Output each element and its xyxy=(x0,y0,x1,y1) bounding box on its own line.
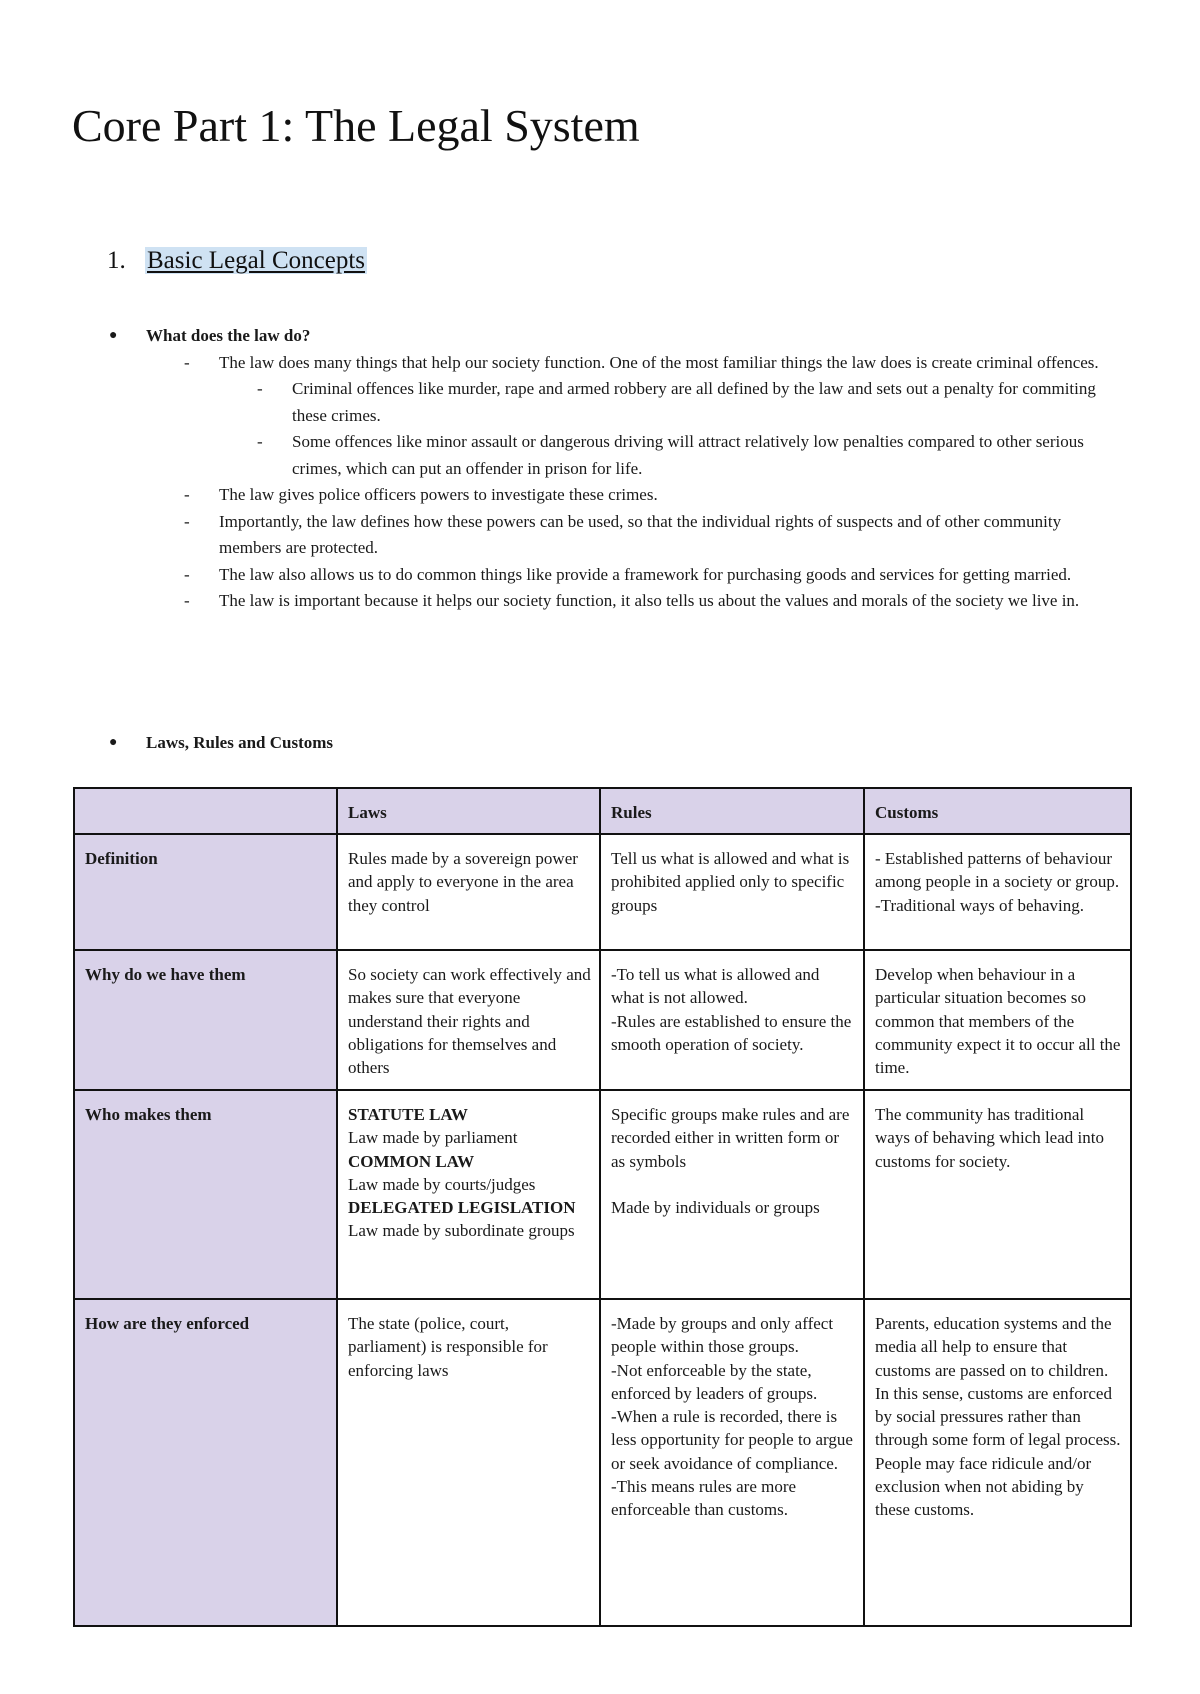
table-header-laws: Laws xyxy=(337,788,600,834)
cell-how-rules-line: -This means rules are more enforceable than customs. xyxy=(611,1477,797,1520)
cell-how-customs: Parents, education systems and the media all help to ensure that customs are passed on to children. In this sense, customs are enforced by social pressures rather than through some form of legal process. People may face ridicule and/or exclusion when not abiding by these customs. xyxy=(864,1299,1131,1626)
list-subitem-text: Criminal offences like murder, rape and armed robbery are all defined by the law and sets out a penalty for commiting these crimes. xyxy=(292,379,1096,425)
bullet-icon: ● xyxy=(109,328,118,343)
cell-definition-customs: - Established patterns of behaviour among people in a society or group. -Traditional ways of behaving. xyxy=(864,834,1131,950)
cell-how-rules-line: -Made by groups and only affect people within those groups. xyxy=(611,1314,834,1357)
section-title: Basic Legal Concepts xyxy=(147,247,365,274)
cell-definition-laws: Rules made by a sovereign power and apply to everyone in the area they control xyxy=(337,834,600,950)
table-row-why xyxy=(74,950,1131,1090)
comparison-table xyxy=(73,787,1132,1627)
list-item-text: Importantly, the law defines how these powers can be used, so that the individual rights of suspects and of other community members are protected. xyxy=(219,511,1062,557)
cell-how-laws: The state (police, court, parliament) is responsible for enforcing laws xyxy=(337,1299,600,1626)
dash-icon: - xyxy=(184,591,190,610)
cell-why-rules xyxy=(600,950,864,1090)
bullet-heading-text: What does the law do? xyxy=(146,326,311,345)
list-subitem xyxy=(107,376,1127,429)
cell-who-rules-line: Made by individuals or groups xyxy=(611,1197,820,1217)
dash-icon: - xyxy=(257,379,263,398)
row-label-how: How are they enforced xyxy=(74,1299,337,1626)
cell-why-laws: So society can work effectively and makes sure that everyone understand their rights and obligations for themselves and others xyxy=(337,950,600,1090)
list-item-text: The law does many things that help our society function. One of the most familiar things the law does is create criminal offences. xyxy=(219,352,1099,372)
dash-icon: - xyxy=(257,432,263,451)
table-header-rules: Rules xyxy=(600,788,864,834)
list-item-text: The law is important because it helps our society function, it also tells us about the values and morals of the society we live in. xyxy=(219,591,1080,610)
statute-law-title: STATUTE LAW xyxy=(348,1105,468,1124)
table-row-how xyxy=(74,1299,1131,1626)
cell-why-rules-line: -Rules are established to ensure the smooth operation of society. xyxy=(611,1011,852,1054)
paragraph-gap xyxy=(611,1173,855,1196)
dash-icon: - xyxy=(184,511,190,531)
list-item xyxy=(107,350,1127,377)
delegated-legislation-title: DELEGATED LEGISLATION xyxy=(348,1198,576,1218)
table-row-definition xyxy=(74,834,1131,950)
statute-law-text: Law made by parliament xyxy=(348,1128,518,1148)
cell-who-customs: The community has traditional ways of behaving which lead into customs for society. xyxy=(864,1090,1131,1299)
bullet-list-laws-rules-customs xyxy=(107,730,1127,757)
section-number: 1. xyxy=(107,247,126,274)
list-item xyxy=(107,562,1127,589)
list-item xyxy=(107,588,1127,615)
cell-how-rules-line: -Not enforceable by the state, enforced by leaders of groups. xyxy=(611,1360,818,1403)
list-item xyxy=(107,509,1127,562)
cell-who-laws xyxy=(337,1090,600,1299)
list-item-text: The law gives police officers powers to investigate these crimes. xyxy=(219,485,658,504)
dash-icon: - xyxy=(184,564,190,584)
bullet-list-what-law-does xyxy=(107,323,1127,615)
bullet-heading-what-law-does xyxy=(107,323,1127,350)
row-label-definition: Definition xyxy=(74,834,337,950)
cell-who-rules xyxy=(600,1090,864,1299)
list-item-text: The law also allows us to do common things like provide a framework for purchasing goods and services for getting married. xyxy=(219,564,1072,584)
cell-how-rules-line: -When a rule is recorded, there is less opportunity for people to argue or seek avoidance of compliance. xyxy=(611,1407,853,1473)
bullet-heading-laws-rules-customs xyxy=(107,730,1127,757)
table-header-empty xyxy=(74,788,337,834)
bullet-icon: ● xyxy=(109,735,118,750)
dash-icon: - xyxy=(184,352,190,372)
cell-definition-rules: Tell us what is allowed and what is prohibited applied only to specific groups xyxy=(600,834,864,950)
cell-why-customs: Develop when behaviour in a particular situation becomes so common that members of the community expect it to occur all the time. xyxy=(864,950,1131,1090)
delegated-legislation-text: Law made by subordinate groups xyxy=(348,1221,575,1241)
list-subitem-text: Some offences like minor assault or dangerous driving will attract relatively low penalties compared to other serious crimes, which can put an offender in prison for life. xyxy=(292,432,1084,478)
section-heading xyxy=(107,246,367,276)
row-label-who: Who makes them xyxy=(74,1090,337,1299)
bullet-heading-text: Laws, Rules and Customs xyxy=(146,733,334,752)
common-law-title: COMMON LAW xyxy=(348,1151,475,1171)
list-subitem xyxy=(107,429,1127,482)
table-header-customs: Customs xyxy=(864,788,1131,834)
cell-how-rules xyxy=(600,1299,864,1626)
document-title: Core Part 1: The Legal System xyxy=(72,100,640,151)
cell-why-rules-line: -To tell us what is allowed and what is not allowed. xyxy=(611,965,820,1008)
cell-who-rules-line: Specific groups make rules and are recorded either in written form or as symbols xyxy=(611,1105,850,1171)
list-item xyxy=(107,482,1127,509)
table-header-row xyxy=(74,788,1131,834)
row-label-why: Why do we have them xyxy=(74,950,337,1090)
table-row-who xyxy=(74,1090,1131,1299)
dash-icon: - xyxy=(184,485,190,504)
common-law-text: Law made by courts/judges xyxy=(348,1174,536,1194)
